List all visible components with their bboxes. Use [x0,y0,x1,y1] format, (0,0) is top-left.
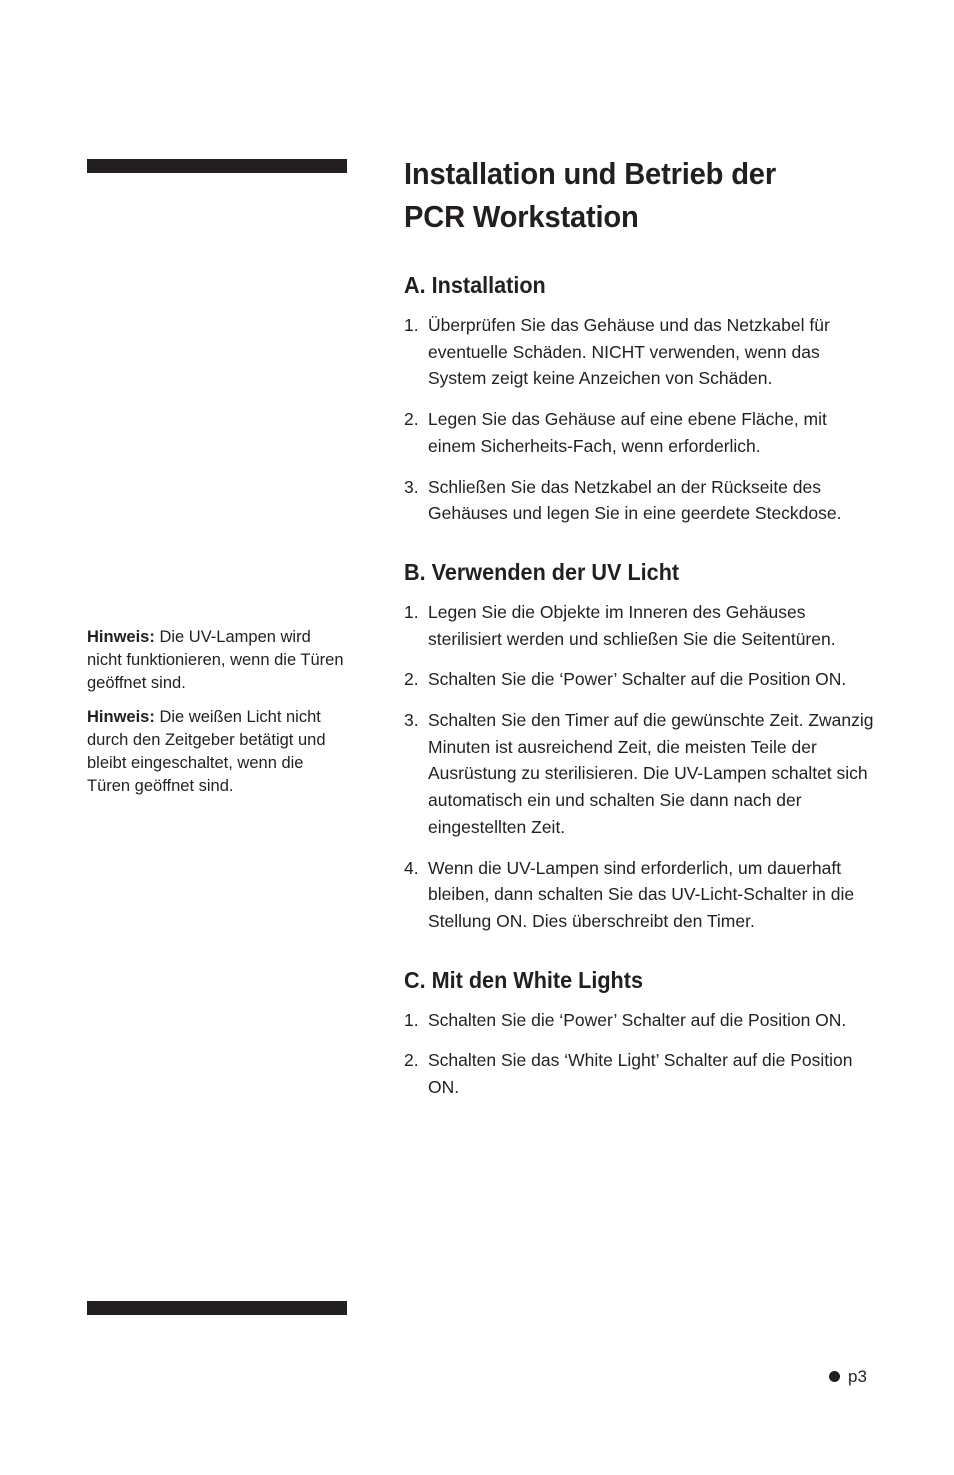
step-text: Wenn die UV-Lampen sind erforderlich, um dauerhaft bleiben, dann schalten Sie das UV-Licht-Schalter in die Stellung ON. Dies überschreibt den Timer. [428,857,855,931]
page-number-label: p3 [848,1367,867,1386]
bullet-icon [829,1371,840,1382]
note-text: Die UV-Lampen wird nicht funktionieren, wenn die Türen geöffnet sind. [87,628,344,692]
step-text: Schalten Sie den Timer auf die gewünschte Zeit. Zwanzig Minuten ist ausreichend Zeit, die meisten Teile der Ausrüstung zu sterilisieren. Die UV-Lampen schaltet sich automatisch ein und schalten Sie dann nach der eingestellten Zeit. [428,710,874,837]
list-item [404,1007,874,1034]
step-text: Schalten Sie die ‘Power’ Schalter auf die Position ON. [428,1009,847,1030]
list-item [404,855,874,935]
note [87,626,349,695]
step-number: 4. [404,857,419,878]
step-list [404,312,874,527]
section-heading: A. Installation [404,272,546,298]
note-label: Hinweis: [87,708,155,726]
step-text: Überprüfen Sie das Gehäuse und das Netzkabel für eventuelle Schäden. NICHT verwenden, wenn das System zeigt keine Anzeichen von Schäden. [428,315,830,389]
step-number: 2. [404,669,419,690]
step-text: Legen Sie die Objekte im Inneren des Gehäuses sterilisiert werden und schließen Sie die Seitentüren. [428,601,836,649]
list-item [404,707,874,841]
section-uv-light [404,557,874,935]
step-text: Schließen Sie das Netzkabel an der Rückseite des Gehäuses und legen Sie in eine geerdete Steckdose. [428,476,842,524]
list-item [404,1047,874,1100]
step-text: Legen Sie das Gehäuse auf eine ebene Fläche, mit einem Sicherheits-Fach, wenn erforderlich. [428,409,827,456]
step-list [404,599,874,935]
list-item [404,406,874,459]
page-title-line: PCR Workstation [404,199,639,234]
note [87,706,349,798]
section-heading: C. Mit den White Lights [404,966,643,993]
step-number: 2. [404,1050,419,1071]
page-title-line: Installation und Betrieb der [404,156,776,191]
step-number: 2. [404,409,419,430]
step-number: 1. [404,315,419,335]
note-text: Die weißen Licht nicht durch den Zeitgeber betätigt und bleibt eingeschaltet, wenn die Türen geöffnet sind. [87,708,326,795]
list-item [404,474,874,527]
top-rule [87,159,347,173]
step-number: 3. [404,476,419,497]
sidebar-notes [87,626,349,809]
step-number: 3. [404,710,419,731]
list-item [404,599,874,652]
step-number: 1. [404,601,419,622]
step-list [404,1007,874,1101]
step-text: Schalten Sie die ‘Power’ Schalter auf die Position ON. [428,669,847,690]
list-item [404,312,874,392]
section-white-lights [404,965,874,1101]
section-installation [404,270,874,527]
note-label: Hinweis: [87,628,155,646]
page-title [404,152,846,238]
main-content [404,152,874,1101]
page-number [829,1366,867,1388]
section-heading: B. Verwenden der UV Licht [404,558,680,585]
step-number: 1. [404,1009,419,1030]
bottom-rule [87,1301,347,1315]
step-text: Schalten Sie das ‘White Light’ Schalter auf die Position ON. [428,1050,853,1098]
list-item [404,666,874,693]
